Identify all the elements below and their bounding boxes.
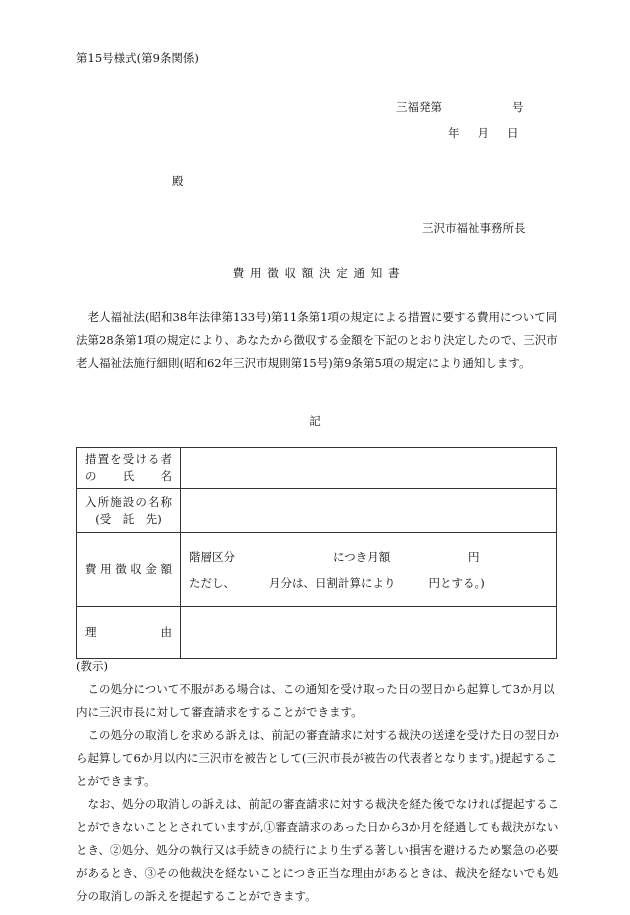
date-day: 日	[507, 126, 519, 140]
table-row-recipient	[77, 448, 557, 489]
recipient-name-value[interactable]	[181, 448, 557, 489]
document-number	[396, 99, 524, 115]
addressee: 殿	[172, 174, 184, 188]
reason-value[interactable]	[181, 607, 557, 659]
recipient-label-no: の	[85, 469, 108, 483]
instruction-paragraph-1: この処分について不服がある場合は、この通知を受け取った日の翌日から起算して3か月以内に三沢市長に対して審査請求をすることができます。	[76, 682, 555, 719]
fee-daily-yen-label: 円とする。)	[428, 575, 485, 590]
reason-label-a: 理	[85, 625, 97, 639]
instruction-heading: (教示)	[76, 659, 108, 673]
facility-label	[77, 489, 181, 533]
fee-monthly-label: につき月額	[333, 549, 391, 564]
document-number-prefix: 三福発第	[396, 100, 442, 114]
recipient-label-line2	[85, 468, 172, 485]
body-paragraph: 老人福祉法(昭和38年法律第133号)第11条第1項の規定による措置に要する費用について同法第28条第1項の規定により、あなたから徴収する金額を下記のとおり決定したので、三沢市老人福祉法施行細則(昭和62年三沢市規則第15号)第9条第5項の規定により通知します。	[76, 310, 558, 370]
table-row-facility	[77, 489, 557, 533]
sender: 三沢市福祉事務所長	[422, 221, 526, 235]
recipient-label-mei: 名	[160, 469, 172, 483]
facility-name-value[interactable]	[181, 489, 557, 533]
fee-table	[76, 447, 557, 659]
facility-label-line2: (受 託 先)	[95, 511, 162, 526]
fee-daily-label: 月分は、日割計算により	[269, 575, 396, 590]
fee-value[interactable]	[181, 533, 557, 607]
reason-label-b: 由	[160, 625, 172, 639]
fee-yen-label: 円	[468, 549, 480, 564]
ki-heading: 記	[309, 414, 321, 428]
date-month: 月	[477, 126, 489, 140]
issue-date	[448, 125, 519, 141]
document-number-suffix: 号	[512, 100, 524, 114]
recipient-label-shi: 氏	[122, 469, 146, 483]
document-title: 費用徴収額決定通知書	[232, 266, 406, 280]
recipient-label-line1: 措置を受ける者	[85, 452, 172, 466]
fee-proviso-label: ただし、	[189, 575, 235, 590]
recipient-label	[77, 448, 181, 489]
reason-label	[77, 607, 181, 659]
table-row-fee	[77, 533, 557, 607]
facility-label-line1: 入所施設の名称	[85, 494, 172, 509]
fee-bracket-label: 階層区分	[189, 549, 235, 564]
form-number: 第15号様式(第9条関係)	[76, 51, 199, 65]
fee-label: 費用徴収金額	[77, 533, 181, 607]
fee-line2	[189, 570, 556, 596]
date-year: 年	[448, 126, 460, 140]
instruction-paragraph-2: この処分の取消しを求める訴えは、前記の審査請求に対する裁決の送達を受けた日の翌日から起算して6か月以内に三沢市を被告として(三沢市長が被告の代表者となります。)提起することができます。	[76, 728, 559, 788]
fee-line1	[189, 544, 556, 570]
table-row-reason	[77, 607, 557, 659]
instruction-paragraph-3: なお、処分の取消しの訴えは、前記の審査請求に対する裁決を経た後でなければ提起することができないこととされていますが,①審査請求のあった日から3か月を経過しても裁決がないとき、②処分、処分の執行又は手続きの続行により生ずる著しい損害を避けるため緊急の必要があるとき、③その他裁決を経ないことにつき正当な理由があるときは、裁決を経ないでも処分の取消しの訴えを提起することができます。	[76, 797, 559, 903]
instruction-section	[76, 655, 560, 908]
